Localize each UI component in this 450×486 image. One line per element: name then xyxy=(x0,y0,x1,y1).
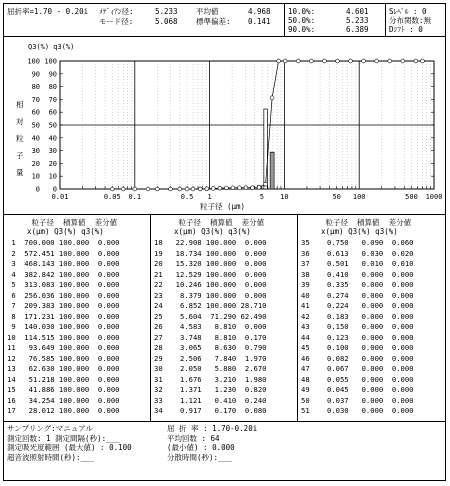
cumulative-point xyxy=(155,187,159,191)
table-row: 11 93.649 100.000 0.000 xyxy=(7,343,120,352)
cumulative-point xyxy=(257,185,261,189)
sd-label: 標準偏差: xyxy=(196,17,231,26)
table-row: 8 171.231 100.000 0.000 xyxy=(7,311,120,321)
frequency-bar xyxy=(264,109,268,189)
cumulative-point xyxy=(421,59,425,63)
cumulative-point xyxy=(218,186,222,190)
p10-value: 4.601 xyxy=(346,7,369,16)
x-tick-label: 0.1 xyxy=(128,193,142,201)
cumulative-point xyxy=(414,59,418,63)
x-tick-labels xyxy=(52,193,443,201)
cumulative-point xyxy=(191,187,195,191)
cumulative-point xyxy=(296,59,300,63)
y-tick-label: 60 xyxy=(48,108,57,117)
y-tick-label-left: 100 xyxy=(27,57,40,66)
table-row: 19 18.734 100.000 0.000 xyxy=(154,248,267,258)
side-label xyxy=(16,99,24,177)
table-row: 12 76.585 100.000 0.000 xyxy=(7,353,120,363)
y-tick-label-left: 90 xyxy=(31,70,40,79)
y-tick-label: 100 xyxy=(44,57,57,66)
table-row: 9 140.030 100.000 0.000 xyxy=(7,322,120,331)
cumulative-point xyxy=(110,187,114,191)
measure-count: 測定回数: 1 測定間隔(秒):___ xyxy=(7,434,120,443)
side-label-char: 相 xyxy=(16,100,24,109)
table-row: 3 468.143 100.000 0.000 xyxy=(7,259,120,268)
y-tick-label-left: 50 xyxy=(31,121,40,130)
table-row: 44 0.123 0.000 0.000 xyxy=(301,332,414,342)
table-row: 31 1.676 3.210 1.980 xyxy=(154,374,267,384)
cumulative-point xyxy=(388,59,392,63)
table-row: 26 4.583 8.810 0.000 xyxy=(154,322,267,331)
cumulative-point xyxy=(336,59,340,63)
y-tick-label-left: 60 xyxy=(31,108,40,117)
y-tick-labels xyxy=(27,58,434,194)
table-row: 48 0.055 0.000 0.000 xyxy=(301,374,414,384)
p90-value: 6.389 xyxy=(346,25,369,34)
y-tick-label-left: 0 xyxy=(35,185,40,194)
cumulative-point xyxy=(375,59,379,63)
cumulative-point xyxy=(238,186,242,190)
measurement-conditions xyxy=(4,422,445,480)
table-row: 38 0.410 0.000 0.000 xyxy=(301,269,414,279)
table-row: 40 0.274 0.000 0.000 xyxy=(301,290,414,300)
table-row: 34 0.917 0.170 0.080 xyxy=(154,406,267,415)
cumulative-point xyxy=(121,187,125,191)
cumulative-point xyxy=(205,187,209,191)
table-row: 15 41.886 100.000 0.000 xyxy=(7,385,120,394)
footer-refractive-index: 屈 折 率 : 1.70-0.20i xyxy=(167,424,258,433)
cumulative-point xyxy=(244,186,248,190)
x-tick-label: 500 xyxy=(405,193,418,201)
table-row: 6 256.036 100.000 0.000 xyxy=(7,290,120,300)
y-tick-label: 40 xyxy=(48,134,57,143)
table-row: 13 62.630 100.000 0.000 xyxy=(7,364,120,373)
y-tick-label: 30 xyxy=(48,147,57,156)
table-row: 28 3.065 8.630 0.790 xyxy=(154,343,267,352)
table-header: 粒子径 積算値 差分値 x(μm) Q3(%) q3(%) xyxy=(174,218,265,236)
x-tick-label: 50 xyxy=(332,193,341,201)
y-tick-label: 70 xyxy=(48,95,57,104)
table-row: 20 15.320 100.000 0.000 xyxy=(154,259,267,268)
cumulative-point xyxy=(251,186,255,190)
frequency-bars xyxy=(205,109,274,189)
particle-size-chart xyxy=(4,37,445,214)
sd-value: 0.141 xyxy=(248,17,271,26)
cumulative-point xyxy=(198,187,202,191)
distribution-function: 分布関数:無 xyxy=(389,16,432,25)
x-tick-label: 100 xyxy=(352,193,366,201)
x-tick-label: 1 xyxy=(207,193,212,201)
table-row: 22 10.246 100.000 0.000 xyxy=(154,280,267,289)
table-row: 25 5.604 71.290 62.490 xyxy=(154,311,267,321)
x-axis-label: 粒子径 (μm) xyxy=(200,202,246,211)
d-shift: Dｼﾌﾄ : 0 xyxy=(389,25,423,34)
x-tick-label: 5 xyxy=(259,193,264,201)
table-row: 29 2.506 7.840 1.970 xyxy=(154,353,267,363)
y-tick-label: 80 xyxy=(48,83,57,92)
p90-label: 90.0%: xyxy=(288,25,316,34)
y-tick-label: 20 xyxy=(48,159,57,168)
table-row: 2 572.451 100.000 0.000 xyxy=(7,248,120,258)
cumulative-point xyxy=(169,187,173,191)
mode-label: モード径: xyxy=(99,17,134,26)
cumulative-point xyxy=(178,187,182,191)
y-tick-label-left: 70 xyxy=(31,95,40,104)
cumulative-point xyxy=(231,186,235,190)
table-row: 1 700.000 100.000 0.000 xyxy=(7,238,120,247)
table-row: 23 8.379 100.000 0.000 xyxy=(154,290,267,300)
table-row: 46 0.082 0.000 0.000 xyxy=(301,353,414,363)
cumulative-point xyxy=(185,187,189,191)
table-rows xyxy=(301,238,414,417)
s-level: Sﾚﾍﾞﾙ : 0 xyxy=(389,7,427,16)
p50-value: 5.233 xyxy=(346,16,369,25)
table-row: 32 1.371 1.230 0.820 xyxy=(154,385,267,394)
table-row: 42 0.183 0.000 0.000 xyxy=(301,311,414,321)
cumulative-point xyxy=(362,59,366,63)
x-tick-label: 1000 xyxy=(425,193,443,201)
cumulative-point xyxy=(270,96,274,100)
cumulative-point xyxy=(146,187,150,191)
absorbance-range: 測定吸光度範囲 (最大値) : 0.100 xyxy=(7,443,132,452)
side-label-char: 対 xyxy=(16,117,24,126)
median-value: 5.233 xyxy=(155,7,178,16)
y-tick-label-left: 10 xyxy=(31,172,40,181)
table-rows xyxy=(154,238,267,417)
y-tick-label-left: 80 xyxy=(31,83,40,92)
table-row: 36 0.613 0.030 0.020 xyxy=(301,248,414,258)
side-label-char: 粒 xyxy=(16,134,24,143)
table-row: 35 0.750 0.090 0.060 xyxy=(301,238,414,247)
y-tick-label-left: 40 xyxy=(31,134,40,143)
x-tick-label: 0.01 xyxy=(51,193,69,201)
cumulative-point xyxy=(211,187,215,191)
chart-area xyxy=(4,37,445,215)
y-tick-label-left: 20 xyxy=(31,159,40,168)
cumulative-point xyxy=(283,59,287,63)
side-label-char: 子 xyxy=(16,151,24,160)
table-row: 49 0.045 0.000 0.000 xyxy=(301,385,414,394)
table-row: 47 0.067 0.000 0.000 xyxy=(301,364,414,373)
refractive-index-label: 屈折率=1.70 - 0.20i xyxy=(7,7,89,16)
table-row: 33 1.121 0.410 0.240 xyxy=(154,395,267,405)
table-row: 30 2.050 5.880 2.670 xyxy=(154,364,267,373)
table-row: 37 0.501 0.010 0.010 xyxy=(301,259,414,268)
chart-grid xyxy=(60,61,434,189)
x-tick-label: 0.05 xyxy=(103,193,121,201)
summary-header xyxy=(4,4,445,37)
table-row: 10 114.515 100.000 0.000 xyxy=(7,332,120,342)
table-row: 4 382.842 100.000 0.000 xyxy=(7,269,120,279)
min-value: (最小値) : 0.000 xyxy=(167,443,235,452)
cumulative-point xyxy=(277,59,281,63)
p50-label: 50.0%: xyxy=(288,16,316,25)
report-frame xyxy=(3,3,446,481)
table-rows xyxy=(7,238,120,417)
y-tick-label-left: 30 xyxy=(31,147,40,156)
table-row: 21 12.529 100.000 0.000 xyxy=(154,269,267,279)
table-header: 粒子径 積算値 差分値 x(μm) Q3(%) q3(%) xyxy=(27,218,118,236)
cumulative-point xyxy=(133,187,137,191)
table-row: 7 209.383 100.000 0.000 xyxy=(7,301,120,310)
p10-label: 10.0%: xyxy=(288,7,316,16)
ultrasonic-time: 超音波照射時間(秒):___ xyxy=(7,453,95,462)
cumulative-point xyxy=(322,59,326,63)
table-row: 18 22.908 100.000 0.000 xyxy=(154,238,267,247)
table-row: 39 0.335 0.000 0.000 xyxy=(301,280,414,289)
y-tick-label: 0 xyxy=(52,185,57,194)
table-row: 5 313.083 100.000 0.000 xyxy=(7,280,120,289)
sampling: サンプリング:マニュアル xyxy=(7,424,93,433)
x-tick-label: 0.5 xyxy=(180,193,194,201)
average-count: 平均回数 : 64 xyxy=(167,434,220,443)
mean-label: 平均値 xyxy=(196,7,219,16)
table-row: 16 34.254 100.000 0.000 xyxy=(7,395,120,405)
table-row: 41 0.224 0.000 0.000 xyxy=(301,301,414,310)
frequency-bar-shaded xyxy=(270,152,274,189)
data-table xyxy=(4,215,445,422)
table-header: 粒子径 積算値 差分値 x(μm) Q3(%) q3(%) xyxy=(321,218,412,236)
median-label: ﾒﾃﾞｨｱﾝ径: xyxy=(99,7,134,16)
table-row: 17 28.012 100.000 0.000 xyxy=(7,406,120,415)
y-axis-label: Q3(%) q3(%) xyxy=(28,43,75,51)
table-row: 24 6.852 100.000 28.710 xyxy=(154,301,267,310)
side-label-char: 量 xyxy=(16,168,24,177)
cumulative-point xyxy=(349,59,353,63)
cumulative-point xyxy=(224,186,228,190)
table-row: 43 0.150 0.000 0.000 xyxy=(301,322,414,331)
y-tick-label: 50 xyxy=(48,121,57,130)
table-row: 51 0.030 0.000 0.000 xyxy=(301,406,414,415)
cumulative-point xyxy=(401,59,405,63)
cumulative-point xyxy=(309,59,313,63)
table-row: 50 0.037 0.000 0.000 xyxy=(301,395,414,405)
mean-value: 4.968 xyxy=(248,7,271,16)
table-row: 14 51.218 100.000 0.000 xyxy=(7,374,120,384)
mode-value: 5.068 xyxy=(155,17,178,26)
dispersion-time: 分散時間(秒):___ xyxy=(167,453,232,462)
y-tick-label: 90 xyxy=(48,70,57,79)
y-tick-label: 10 xyxy=(48,172,57,181)
x-tick-label: 10 xyxy=(280,193,289,201)
table-row: 27 3.748 8.810 0.170 xyxy=(154,332,267,342)
table-row: 45 0.100 0.000 0.000 xyxy=(301,343,414,352)
cumulative-point xyxy=(264,182,268,186)
